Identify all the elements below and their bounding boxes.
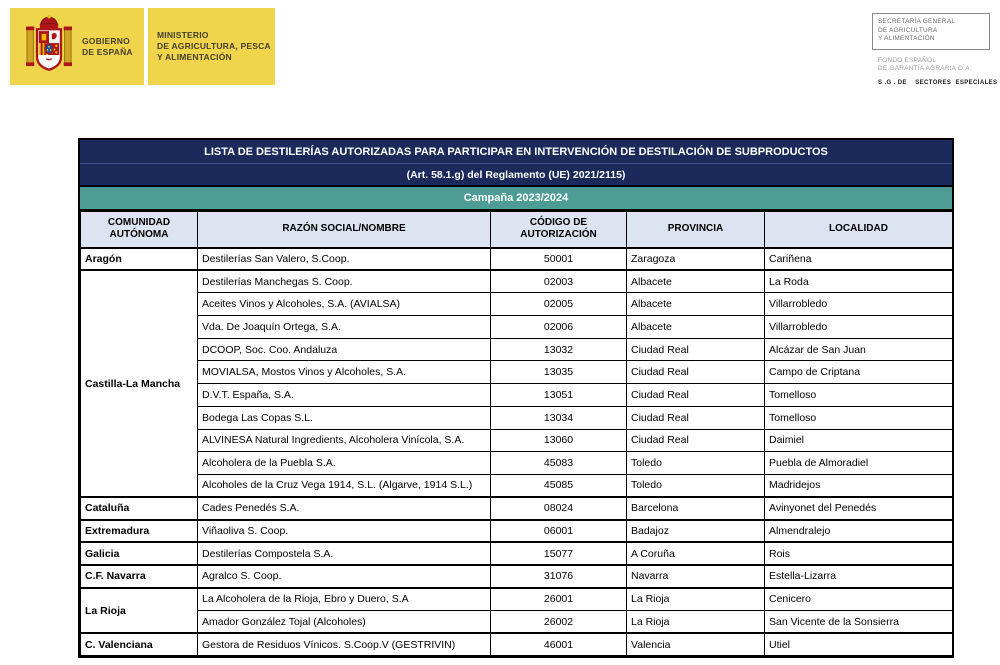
- codigo-cell: 45083: [491, 452, 627, 475]
- razon-social-cell: Viñaoliva S. Coop.: [198, 520, 491, 543]
- provincia-cell: Valencia: [627, 633, 765, 656]
- codigo-cell: 31076: [491, 565, 627, 588]
- table-row: [81, 452, 953, 475]
- localidad-cell: Alcázar de San Juan: [765, 338, 953, 361]
- col-header-comunidad: COMUNIDAD AUTÓNOMA: [81, 212, 198, 248]
- razon-social-cell: Cades Penedés S.A.: [198, 497, 491, 520]
- localidad-cell: Daimiel: [765, 429, 953, 452]
- codigo-cell: 02005: [491, 293, 627, 316]
- ministry-line-3: Y ALIMENTACIÓN: [157, 52, 232, 62]
- table-row: [81, 611, 953, 634]
- secretaria-line-2: DE AGRICULTURA: [878, 26, 938, 34]
- community-cell: Galicia: [81, 542, 198, 565]
- community-cell: C. Valenciana: [81, 633, 198, 656]
- provincia-cell: Toledo: [627, 452, 765, 475]
- codigo-cell: 02003: [491, 270, 627, 293]
- codigo-cell: 26001: [491, 588, 627, 611]
- razon-social-cell: Amador González Tojal (Alcoholes): [198, 611, 491, 634]
- localidad-cell: Estella-Lizarra: [765, 565, 953, 588]
- provincia-cell: Navarra: [627, 565, 765, 588]
- table-row: [81, 384, 953, 407]
- codigo-cell: 02006: [491, 316, 627, 339]
- government-line-1: GOBIERNO: [82, 35, 130, 46]
- table-row: [81, 316, 953, 339]
- fondo-espanol-label: [872, 57, 990, 74]
- table-row: [81, 633, 953, 656]
- provincia-cell: Toledo: [627, 474, 765, 497]
- razon-social-cell: Destilerías Compostela S.A.: [198, 542, 491, 565]
- government-name: [82, 36, 133, 58]
- razon-social-cell: Alcoholera de la Puebla S.A.: [198, 452, 491, 475]
- col-header-localidad: LOCALIDAD: [765, 212, 953, 248]
- razon-social-cell: Destilerías Manchegas S. Coop.: [198, 270, 491, 293]
- codigo-cell: 46001: [491, 633, 627, 656]
- col-header-provincia: PROVINCIA: [627, 212, 765, 248]
- table-row: [81, 542, 953, 565]
- community-cell: Extremadura: [81, 520, 198, 543]
- provincia-cell: Zaragoza: [627, 248, 765, 271]
- community-cell: C.F. Navarra: [81, 565, 198, 588]
- table-row: [81, 497, 953, 520]
- provincia-cell: Albacete: [627, 293, 765, 316]
- community-cell: La Rioja: [81, 588, 198, 633]
- community-cell: Aragón: [81, 248, 198, 271]
- secretaria-line-3: Y ALIMENTACIÓN: [878, 35, 935, 42]
- col-header-razon-social: RAZÓN SOCIAL/NOMBRE: [198, 212, 491, 248]
- ministry-line-1: MINISTERIO: [157, 30, 209, 40]
- government-line-2: DE ESPAÑA: [82, 46, 133, 57]
- codigo-cell: 13032: [491, 338, 627, 361]
- codigo-cell: 06001: [491, 520, 627, 543]
- government-logo: [10, 8, 275, 85]
- table-row: [81, 293, 953, 316]
- localidad-cell: Cenicero: [765, 588, 953, 611]
- table-row: [81, 361, 953, 384]
- localidad-cell: Avinyonet del Penedés: [765, 497, 953, 520]
- codigo-cell: 26002: [491, 611, 627, 634]
- department-block: [872, 13, 998, 86]
- codigo-cell: 13060: [491, 429, 627, 452]
- localidad-cell: Villarrobledo: [765, 293, 953, 316]
- localidad-cell: La Roda: [765, 270, 953, 293]
- razon-social-cell: D.V.T. España, S.A.: [198, 384, 491, 407]
- provincia-cell: La Rioja: [627, 611, 765, 634]
- provincia-cell: Ciudad Real: [627, 406, 765, 429]
- codigo-cell: 08024: [491, 497, 627, 520]
- spain-coat-of-arms-icon: [26, 14, 72, 79]
- razon-social-cell: ALVINESA Natural Ingredients, Alcoholera Vinícola, S.A.: [198, 429, 491, 452]
- localidad-cell: Villarrobledo: [765, 316, 953, 339]
- codigo-cell: 50001: [491, 248, 627, 271]
- localidad-cell: Puebla de Almoradiel: [765, 452, 953, 475]
- localidad-cell: Utiel: [765, 633, 953, 656]
- table-row: [81, 474, 953, 497]
- localidad-cell: Campo de Criptana: [765, 361, 953, 384]
- razon-social-cell: Agralco S. Coop.: [198, 565, 491, 588]
- localidad-cell: Almendralejo: [765, 520, 953, 543]
- table-row: [81, 338, 953, 361]
- razon-social-cell: DCOOP, Soc. Coo. Andaluza: [198, 338, 491, 361]
- logo-left-block: [10, 8, 144, 85]
- secretaria-general-box: [872, 13, 990, 50]
- table-grid: [80, 211, 953, 656]
- table-row: [81, 270, 953, 293]
- campaign-banner: Campaña 2023/2024: [80, 187, 952, 211]
- provincia-cell: Barcelona: [627, 497, 765, 520]
- localidad-cell: Cariñena: [765, 248, 953, 271]
- codigo-cell: 13035: [491, 361, 627, 384]
- provincia-cell: La Rioja: [627, 588, 765, 611]
- table-subtitle: (Art. 58.1.g) del Reglamento (UE) 2021/2115): [80, 164, 952, 187]
- table-row: [81, 520, 953, 543]
- ministry-name: [148, 8, 275, 85]
- razon-social-cell: Gestora de Residuos Vínicos. S.Coop.V (GESTRIVIN): [198, 633, 491, 656]
- distilleries-table: [78, 138, 954, 658]
- fondo-line-1: FONDO ESPAÑOL: [878, 56, 937, 64]
- provincia-cell: Ciudad Real: [627, 361, 765, 384]
- table-row: [81, 588, 953, 611]
- codigo-cell: 13034: [491, 406, 627, 429]
- secretaria-line-1: SECRETARÍA GENERAL: [878, 18, 956, 25]
- table-body: [81, 248, 953, 656]
- razon-social-cell: MOVIALSA, Mostos Vinos y Alcoholes, S.A.: [198, 361, 491, 384]
- table-row: [81, 406, 953, 429]
- localidad-cell: Madridejos: [765, 474, 953, 497]
- fondo-line-2: DE GARANTÍA AGRARIA O.A.: [878, 65, 972, 72]
- localidad-cell: San Vicente de la Sonsierra: [765, 611, 953, 634]
- razon-social-cell: Aceites Vinos y Alcoholes, S.A. (AVIALSA): [198, 293, 491, 316]
- localidad-cell: Rois: [765, 542, 953, 565]
- table-row: [81, 429, 953, 452]
- provincia-cell: Albacete: [627, 316, 765, 339]
- razon-social-cell: Bodega Las Copas S.L.: [198, 406, 491, 429]
- provincia-cell: Ciudad Real: [627, 429, 765, 452]
- community-cell: Castilla-La Mancha: [81, 270, 198, 497]
- table-title: LISTA DE DESTILERÍAS AUTORIZADAS PARA PARTICIPAR EN INTERVENCIÓN DE DESTILACIÓN DE SUBPRODUCTOS: [80, 140, 952, 164]
- ministry-line-2: DE AGRICULTURA, PESCA: [157, 41, 271, 51]
- provincia-cell: Ciudad Real: [627, 338, 765, 361]
- table-row: [81, 248, 953, 271]
- community-cell: Cataluña: [81, 497, 198, 520]
- col-header-codigo: CÓDIGO DE AUTORIZACIÓN: [491, 212, 627, 248]
- provincia-cell: Albacete: [627, 270, 765, 293]
- localidad-cell: Tomelloso: [765, 384, 953, 407]
- razon-social-cell: Alcoholes de la Cruz Vega 1914, S.L. (Algarve, 1914 S.L.): [198, 474, 491, 497]
- razon-social-cell: La Alcoholera de la Rioja, Ebro y Duero, S.A: [198, 588, 491, 611]
- codigo-cell: 15077: [491, 542, 627, 565]
- table-row: [81, 565, 953, 588]
- razon-social-cell: Destilerías San Valero, S.Coop.: [198, 248, 491, 271]
- provincia-cell: Ciudad Real: [627, 384, 765, 407]
- sg-sectores-especiales-label: S .G . DE SECTORES ESPECIALES: [878, 79, 998, 86]
- codigo-cell: 45085: [491, 474, 627, 497]
- provincia-cell: A Coruña: [627, 542, 765, 565]
- column-header-row: [81, 212, 953, 248]
- localidad-cell: Tomelloso: [765, 406, 953, 429]
- razon-social-cell: Vda. De Joaquín Ortega, S.A.: [198, 316, 491, 339]
- codigo-cell: 13051: [491, 384, 627, 407]
- provincia-cell: Badajoz: [627, 520, 765, 543]
